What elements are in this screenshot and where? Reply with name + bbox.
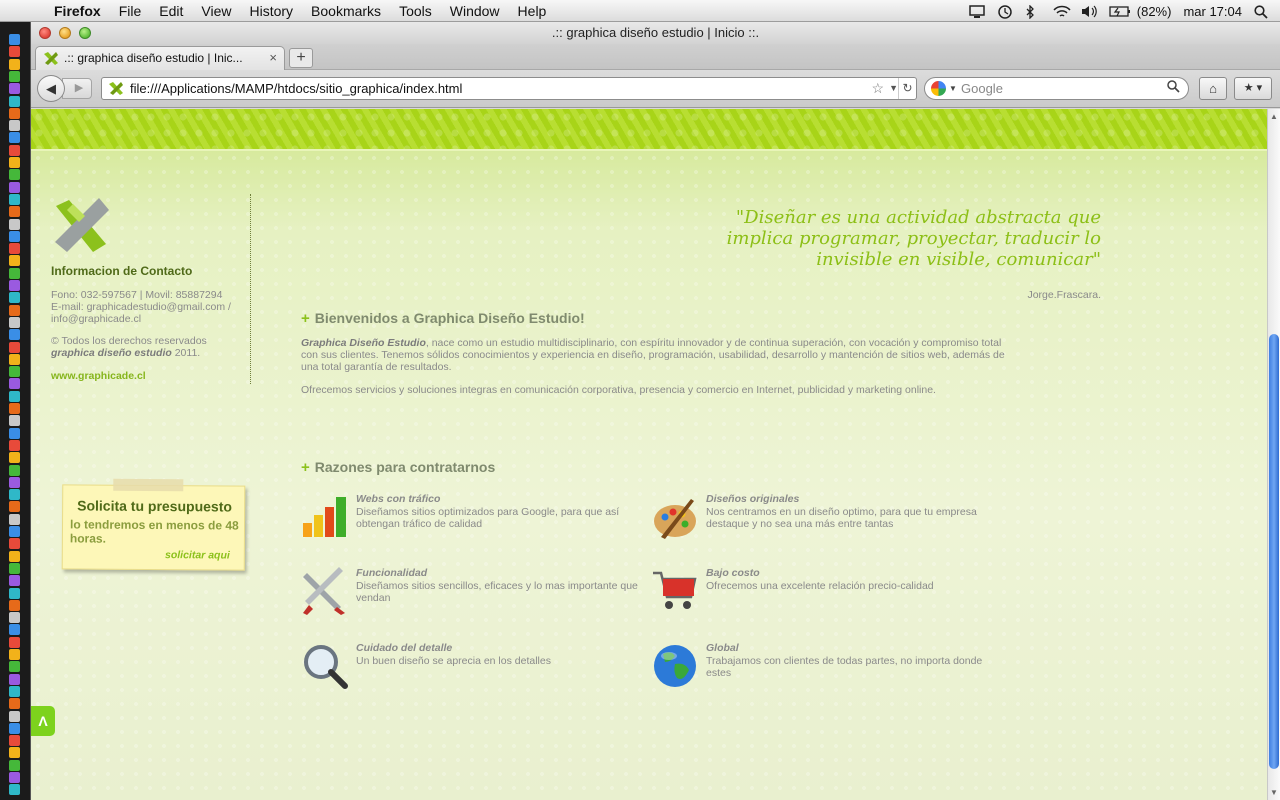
menu-app-name[interactable]: Firefox [54,2,101,19]
menu-bookmarks[interactable]: Bookmarks [311,2,382,19]
forward-arrow-icon: ▶ [74,82,84,94]
dock-app-icon[interactable] [9,268,20,279]
reason-title: Bajo costo [706,567,760,579]
dock-app-icon[interactable] [9,342,20,353]
dock-app-icon[interactable] [9,575,20,586]
welcome-title: Bienvenidos a Graphica Diseño Estudio! [314,310,585,326]
back-arrow-icon: ◀ [46,81,56,96]
back-forward-group [37,75,93,102]
site-favicon-icon [108,81,124,102]
shopping-cart-icon [651,567,699,615]
dock-app-icon[interactable] [9,182,20,193]
reason-description: Trabajamos con clientes de todas partes, no importa donde estes [706,655,983,679]
tab-bar [31,44,1280,70]
menu-tools[interactable]: Tools [399,2,432,19]
dock-app-icon[interactable] [9,428,20,439]
bar-chart-icon [301,493,349,541]
reason-title: Funcionalidad [356,567,428,579]
vertical-scrollbar[interactable] [1267,109,1280,800]
dock-app-icon[interactable] [9,514,20,525]
time-machine-icon[interactable] [997,5,1013,18]
graphica-logo-icon [51,194,111,256]
dock-app-icon[interactable] [9,637,20,648]
menu-history[interactable]: History [249,2,294,19]
dock-app-icon[interactable] [9,624,20,635]
reason-item [651,642,983,692]
firefox-window [31,22,1280,800]
reason-item [301,642,601,692]
globe-icon [651,642,699,690]
dock-app-icon[interactable] [9,612,20,623]
window-title: .:: graphica diseño estudio | Inicio ::. [551,25,760,40]
bluetooth-icon[interactable] [1025,5,1041,18]
minimize-window-button[interactable] [59,27,71,39]
dock-app-icon[interactable] [9,735,20,746]
dock-app-icon[interactable] [9,723,20,734]
dock-app-icon[interactable] [9,661,20,672]
reason-item [651,567,951,617]
quote-author: Jorge.Frascara. [1027,289,1101,301]
dock [0,22,31,800]
menu-file[interactable]: File [118,2,142,19]
reason-title: Global [706,642,739,654]
display-icon[interactable] [969,5,985,18]
dock-app-icon[interactable] [9,194,20,205]
dock-app-icon[interactable] [9,784,20,795]
close-window-button[interactable] [39,27,51,39]
battery-icon[interactable] [1109,5,1125,18]
dock-app-icon[interactable] [9,760,20,771]
dock-app-icon[interactable] [9,108,20,119]
dock-app-icon[interactable] [9,280,20,291]
engine-dropdown-icon[interactable]: ▼ [949,84,957,93]
reasons-title: Razones para contratarnos [314,459,496,475]
quote-request-note [62,484,246,570]
reason-title: Diseños originales [706,493,800,505]
dock-app-icon[interactable] [9,71,20,82]
site-favicon-icon [43,51,59,70]
back-button[interactable] [37,75,65,102]
new-tab-button[interactable]: + [289,48,313,68]
dock-app-icon[interactable] [9,145,20,156]
reason-title: Cuidado del detalle [356,642,453,654]
scrollbar-thumb[interactable] [1269,334,1279,769]
home-icon: ⌂ [1209,81,1217,96]
quote-text: "Diseñar es una actividad abstracta que implica programar, proyectar, traducir lo invisible en visible, comunicar" [726,207,1101,270]
menu-window[interactable]: Window [449,2,500,19]
tab-close-icon[interactable]: × [269,50,277,65]
reasons-heading [301,459,495,476]
search-magnifier-icon[interactable] [1167,78,1180,99]
scroll-down-arrow-icon[interactable]: ▼ [1270,788,1278,797]
bookmark-star-icon[interactable]: ☆ [871,80,884,96]
menubar-status-area [969,0,1270,22]
reason-title: Webs con tráfico [356,493,441,505]
dock-app-icon[interactable] [9,46,20,57]
reason-description: Ofrecemos una excelente relación precio-calidad [706,580,934,592]
dock-app-icon[interactable] [9,219,20,230]
reason-item [301,493,620,543]
dock-app-icon[interactable] [9,501,20,512]
tab-active[interactable] [35,46,285,70]
contact-sidebar [51,194,251,384]
forward-button[interactable] [62,78,92,99]
reason-description: Diseñamos sitios sencillos, eficaces y lo mas importante que vendan [356,580,638,604]
dock-app-icon[interactable] [9,538,20,549]
dock-app-icon[interactable] [9,132,20,143]
website-link[interactable]: www.graphicade.cl [51,370,146,382]
bookmarks-menu-button[interactable] [1234,77,1272,100]
reason-description: Diseñamos sitios optimizados para Google, para que así obtengan tráfico de calidad [356,506,620,530]
copyright-brand: graphica diseño estudio [51,347,172,359]
dock-app-icon[interactable] [9,747,20,758]
dock-app-icon[interactable] [9,551,20,562]
scroll-up-arrow-icon[interactable]: ▲ [1270,112,1278,121]
contact-email: E-mail: graphicadestudio@gmail.com / [51,301,231,313]
note-tape [113,479,183,491]
reason-item [301,567,638,617]
dock-app-icon[interactable] [9,711,20,722]
copyright-year: 2011. [171,347,201,359]
tools-icon [301,567,349,615]
dock-app-icon[interactable] [9,59,20,70]
search-input[interactable]: Google [961,81,1003,96]
note-title: Solicita tu presupuesto [77,497,233,515]
menu-help[interactable]: Help [517,2,547,19]
welcome-paragraph [301,337,1006,373]
dock-app-icon[interactable] [9,378,20,389]
dock-app-icon[interactable] [9,600,20,611]
reason-description: Nos centramos en un diseño optimo, para que tu empresa destaque y no sea una más entre tantas [706,506,977,530]
welcome-heading [301,310,585,327]
dock-app-icon[interactable] [9,465,20,476]
window-titlebar[interactable] [31,22,1280,44]
dock-app-icon[interactable] [9,391,20,402]
dock-app-icon[interactable] [9,440,20,451]
dock-app-icon[interactable] [9,489,20,500]
page-viewport [31,109,1267,800]
welcome-brand: Graphica Diseño Estudio [301,337,426,349]
dock-app-icon[interactable] [9,403,20,414]
dock-app-icon[interactable] [9,83,20,94]
dock-app-icon[interactable] [9,563,20,574]
header-banner [31,109,1267,151]
plus-icon: + [301,459,310,476]
wifi-icon[interactable] [1053,5,1069,18]
dock-app-icon[interactable] [9,34,20,45]
dock-app-icon[interactable] [9,206,20,217]
dock-app-icon[interactable] [9,305,20,316]
services-paragraph: Ofrecemos servicios y soluciones integras en comunicación corporativa, presencia y comercio en Internet, publicidad y marketing online. [301,384,936,396]
copyright-brand-line [51,347,200,359]
request-quote-link[interactable]: solicitar aqui [164,549,230,562]
battery-percent: (82%) [1136,3,1172,19]
volume-icon[interactable] [1081,5,1097,18]
contact-email-secondary: info@graphicade.cl [51,313,142,325]
zoom-window-button[interactable] [79,27,91,39]
reason-description: Un buen diseño se aprecia en los detalles [356,655,551,667]
magnifier-icon [301,642,349,690]
contact-phone: Fono: 032-597567 | Movil: 85887294 [51,289,223,301]
tab-label: .:: graphica diseño estudio | Inic... [64,51,243,65]
address-bar[interactable] [101,77,917,100]
reason-item [651,493,977,543]
copyright-line: © Todos los derechos reservados [51,335,207,347]
dock-app-icon[interactable] [9,96,20,107]
home-button[interactable] [1199,77,1227,100]
welcome-text: , nace como un estudio multidisciplinario, con espíritu innovador y de continua superación, con vocación y compromiso total con sus clientes. Tenemos sólidos conocimientos y experiencia en diseño, programación, usabilidad, desarrollo y mantención de sitios web, además de una total garantía de resultados. [301,337,1005,373]
dock-app-icon[interactable] [9,477,20,488]
dock-app-icon[interactable] [9,526,20,537]
dock-app-icon[interactable] [9,366,20,377]
dock-app-icon[interactable] [9,231,20,242]
google-engine-icon[interactable] [931,81,946,96]
dock-app-icon[interactable] [9,255,20,266]
dock-app-icon[interactable] [9,169,20,180]
mac-menubar [0,0,1280,22]
search-bar[interactable] [924,77,1189,100]
dock-app-icon[interactable] [9,772,20,783]
menubar-clock[interactable]: mar 17:04 [1183,3,1242,19]
dock-app-icon[interactable] [9,674,20,685]
dock-app-icon[interactable] [9,157,20,168]
paint-palette-icon [651,493,699,541]
dock-app-icon[interactable] [9,354,20,365]
dock-app-icon[interactable] [9,588,20,599]
dock-app-icon[interactable] [9,243,20,254]
bookmarks-menu-icon: ★ ▾ [1243,82,1263,94]
dock-app-icon[interactable] [9,120,20,131]
menu-view[interactable]: View [201,2,232,19]
dock-app-icon[interactable] [9,415,20,426]
dock-app-icon[interactable] [9,686,20,697]
note-text: lo tendremos en menos de 48 horas. [69,517,239,546]
plus-icon: + [301,310,310,327]
dock-app-icon[interactable] [9,329,20,340]
url-text[interactable]: file:///Applications/MAMP/htdocs/sitio_graphica/index.html [130,81,463,96]
dock-app-icon[interactable] [9,317,20,328]
dock-app-icon[interactable] [9,649,20,660]
url-history-dropdown-icon[interactable]: ▼ [889,83,898,93]
spotlight-search-icon[interactable] [1254,5,1270,18]
dock-app-icon[interactable] [9,698,20,709]
feedback-tab-icon[interactable]: Λ [31,706,55,736]
dock-app-icon[interactable] [9,292,20,303]
menu-edit[interactable]: Edit [159,2,184,19]
reload-icon[interactable]: ↻ [898,78,916,99]
navigation-toolbar [31,70,1280,108]
dock-app-icon[interactable] [9,452,20,463]
contact-title: Informacion de Contacto [51,264,193,278]
